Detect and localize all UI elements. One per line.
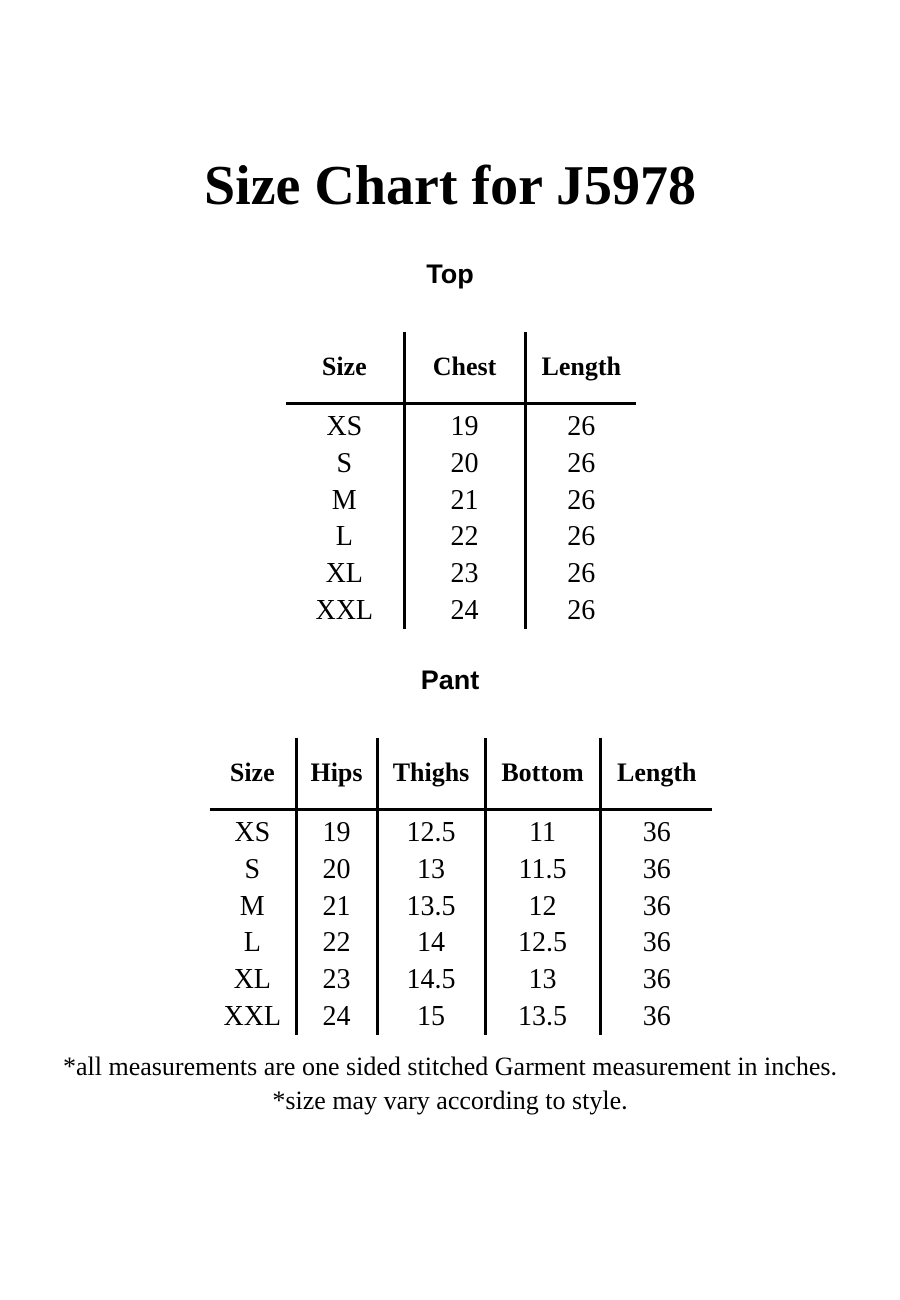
table-row xyxy=(210,888,712,925)
column-header: Chest xyxy=(404,332,525,404)
table-cell: 21 xyxy=(404,482,525,519)
table-row xyxy=(286,409,636,446)
table-cell: 14.5 xyxy=(377,962,485,999)
table-cell: 36 xyxy=(600,815,712,852)
table-cell: 13 xyxy=(485,962,600,999)
table-cell: M xyxy=(331,484,357,516)
table-cell: 11 xyxy=(485,815,600,852)
table-cell: 12.5 xyxy=(485,925,600,962)
table-cell: XL xyxy=(233,964,271,996)
table-cell: 26 xyxy=(525,556,636,593)
table-cell: 26 xyxy=(525,592,636,629)
table-cell: 13.5 xyxy=(485,998,600,1035)
table-cell: 24 xyxy=(404,592,525,629)
table-cell: XS xyxy=(326,411,363,443)
table-row xyxy=(210,925,712,962)
pant-size-table xyxy=(210,738,712,1035)
table-cell: 26 xyxy=(525,482,636,519)
table-header-row xyxy=(286,332,636,404)
table-cell: 22 xyxy=(404,519,525,556)
table-cell: 14 xyxy=(377,925,485,962)
table-cell: 36 xyxy=(600,962,712,999)
table-cell: 23 xyxy=(296,962,377,999)
table-cell: 21 xyxy=(296,888,377,925)
table-row xyxy=(286,519,636,556)
table-cell: L xyxy=(243,927,261,959)
table-row xyxy=(286,556,636,593)
table-cell: 13.5 xyxy=(377,888,485,925)
table-cell: XL xyxy=(325,558,363,590)
table-cell: 19 xyxy=(296,815,377,852)
style-note: *size may vary according to style. xyxy=(272,1086,628,1115)
table-cell: 12 xyxy=(485,888,600,925)
table-row xyxy=(210,998,712,1035)
table-cell: 36 xyxy=(600,925,712,962)
table-cell: 24 xyxy=(296,998,377,1035)
table-cell: 26 xyxy=(525,409,636,446)
table-row xyxy=(286,592,636,629)
table-cell: XS xyxy=(234,817,271,849)
table-cell: S xyxy=(244,854,261,886)
table-cell: 15 xyxy=(377,998,485,1035)
table-cell: 20 xyxy=(296,852,377,889)
table-cell: 19 xyxy=(404,409,525,446)
top-section-title: Top xyxy=(426,259,474,289)
page-title: Size Chart for J5978 xyxy=(204,155,696,217)
table-cell: 36 xyxy=(600,852,712,889)
table-cell: 13 xyxy=(377,852,485,889)
column-header: Thighs xyxy=(377,738,485,810)
pant-section-title: Pant xyxy=(420,665,480,695)
column-header: Length xyxy=(600,738,712,810)
column-header: Length xyxy=(525,332,636,404)
table-cell: 26 xyxy=(525,519,636,556)
table-row xyxy=(210,962,712,999)
table-cell: M xyxy=(239,890,265,922)
table-cell: 12.5 xyxy=(377,815,485,852)
table-header-row xyxy=(210,738,712,810)
column-header: Size xyxy=(286,332,404,404)
measurement-note: *all measurements are one sided stitched Garment measurement in inches. xyxy=(63,1052,837,1081)
column-header: Size xyxy=(210,738,296,810)
table-cell: 23 xyxy=(404,556,525,593)
table-cell: XXL xyxy=(315,594,374,626)
table-cell: 20 xyxy=(404,446,525,483)
table-row xyxy=(210,815,712,852)
top-size-table xyxy=(286,332,636,629)
table-cell: XXL xyxy=(223,1000,282,1032)
table-row xyxy=(286,446,636,483)
column-header: Hips xyxy=(296,738,377,810)
table-cell: 11.5 xyxy=(485,852,600,889)
table-row xyxy=(286,482,636,519)
table-cell: L xyxy=(335,521,353,553)
table-cell: S xyxy=(336,448,353,480)
table-row xyxy=(210,852,712,889)
table-cell: 36 xyxy=(600,998,712,1035)
table-cell: 26 xyxy=(525,446,636,483)
table-cell: 36 xyxy=(600,888,712,925)
table-cell: 22 xyxy=(296,925,377,962)
column-header: Bottom xyxy=(485,738,600,810)
